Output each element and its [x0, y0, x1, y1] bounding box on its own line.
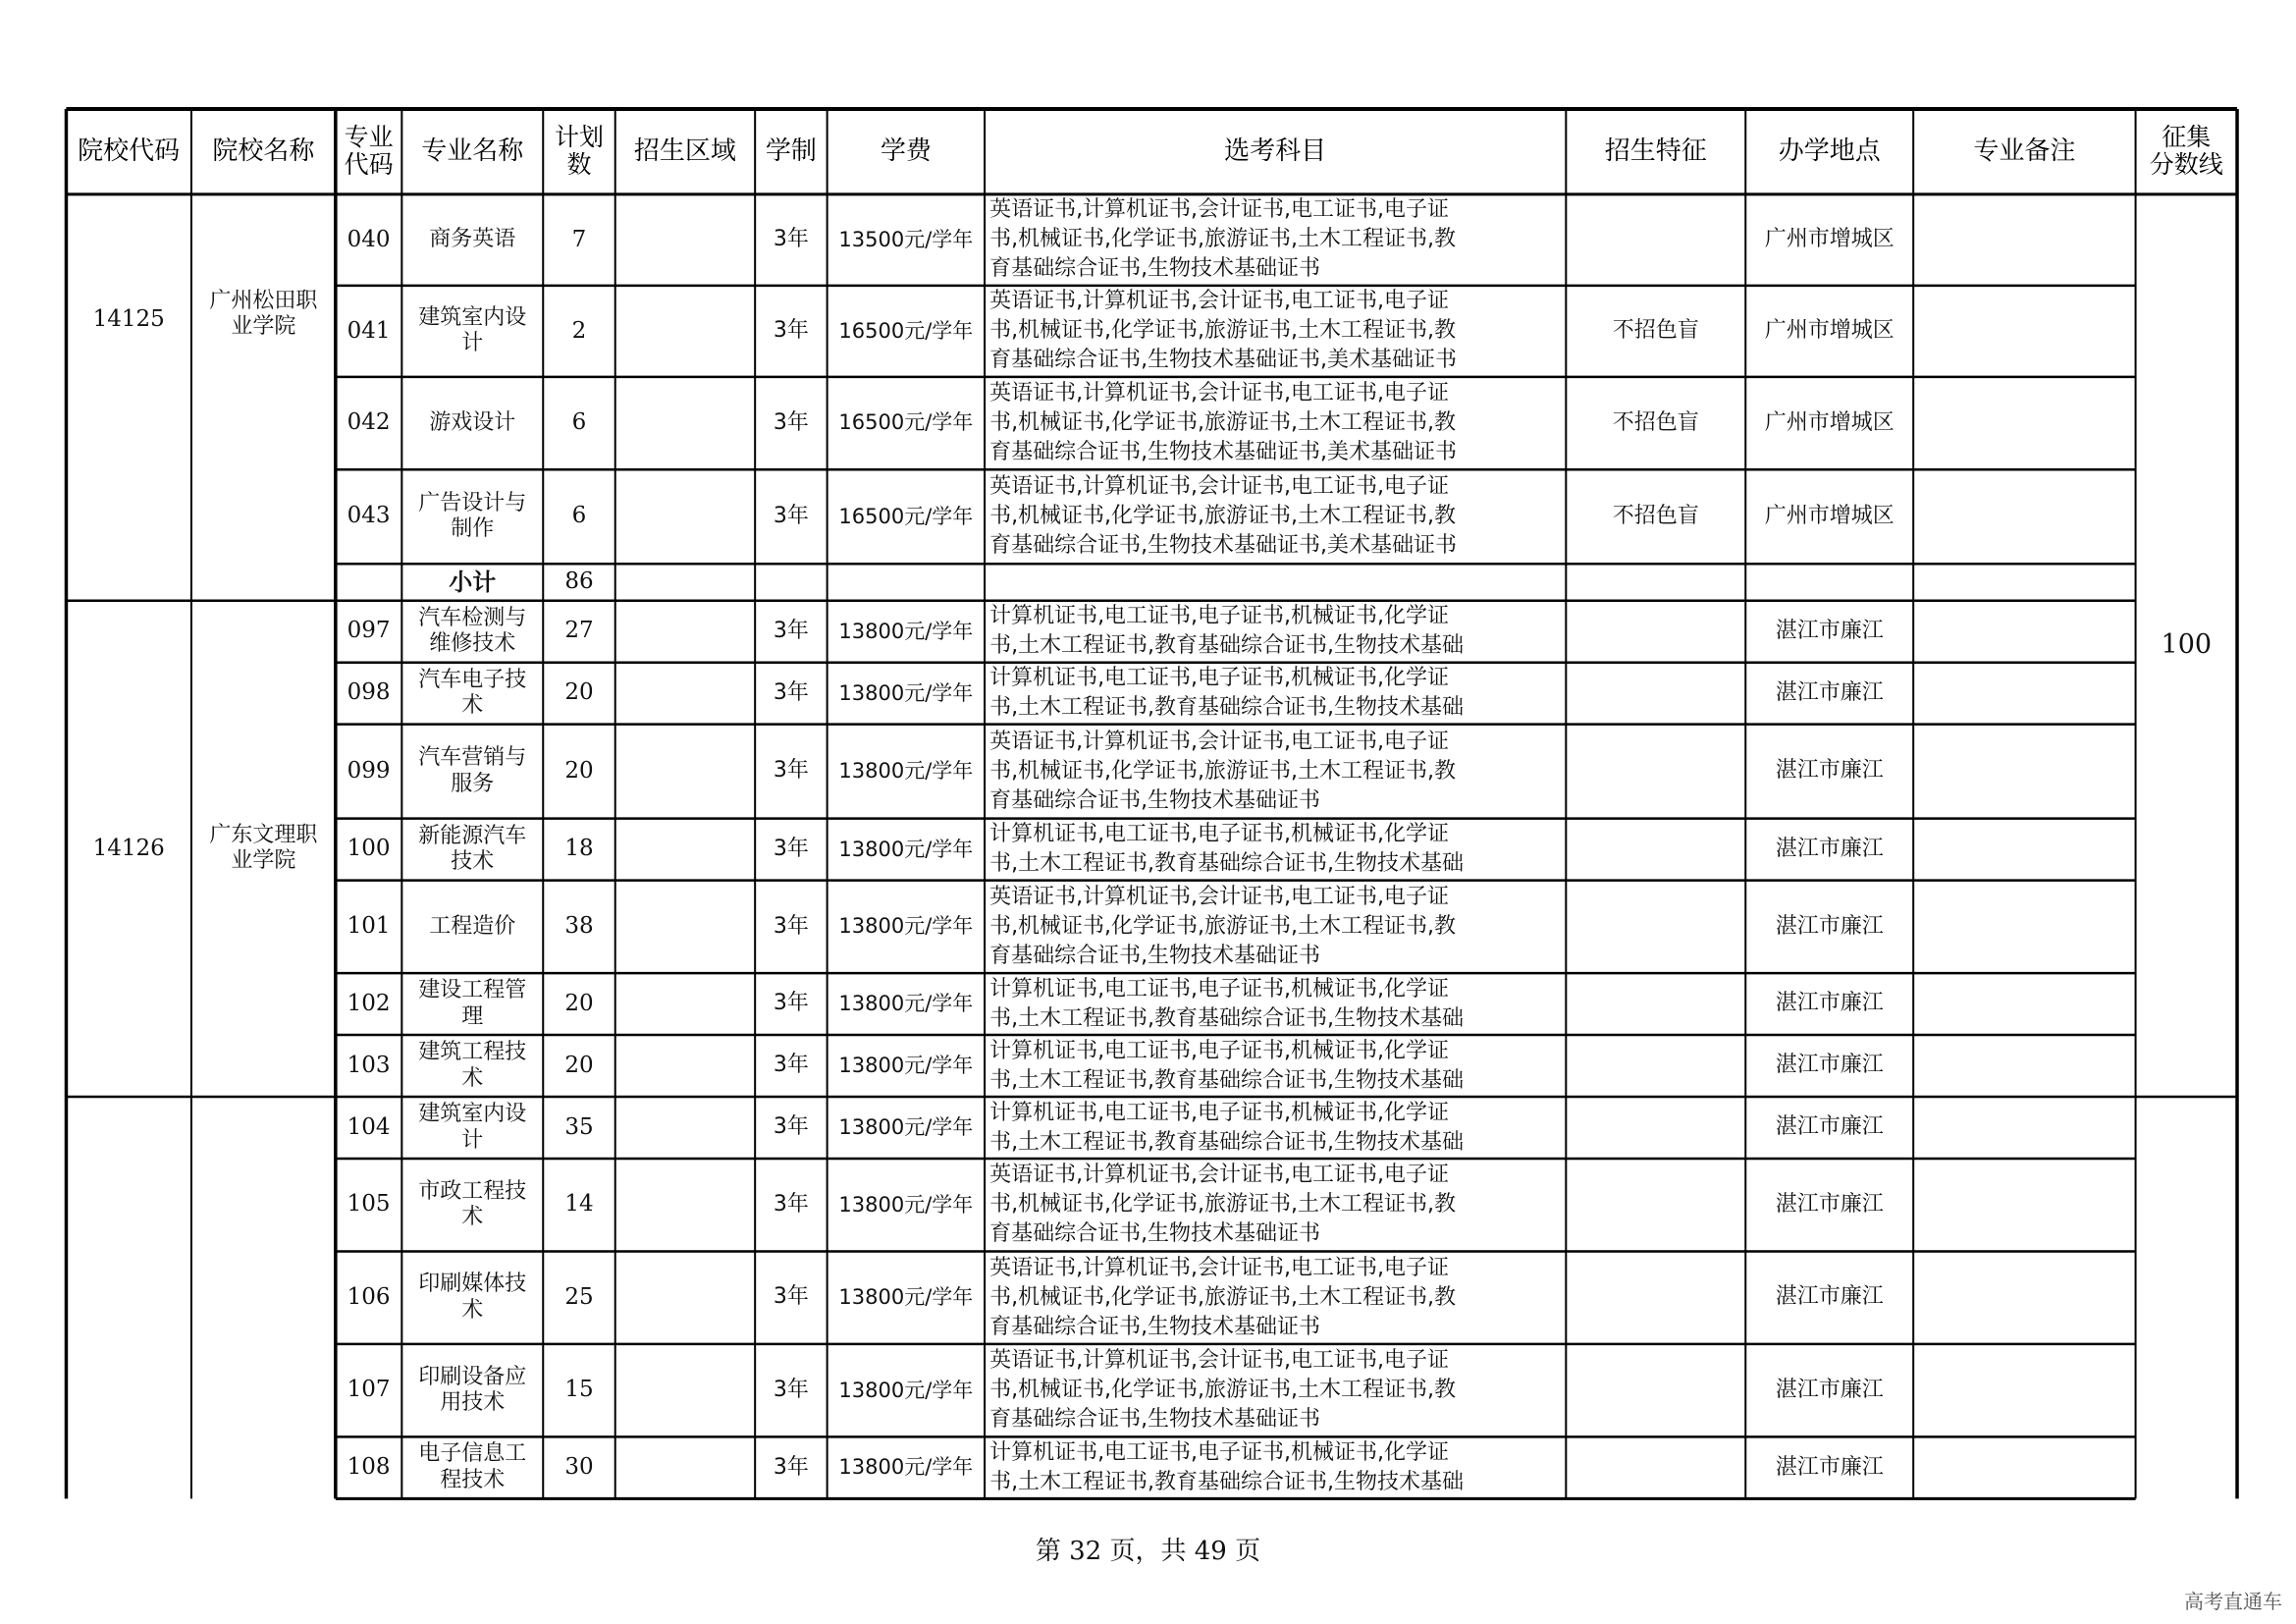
fee-cell: 13800元/学年 — [838, 1378, 974, 1402]
fee-cell: 13800元/学年 — [838, 1114, 974, 1139]
subjects-cell: 计算机证书,电工证书,电子证书,机械证书,化学证 书,土木工程证书,教育基础综合证书,生物技术基础 — [989, 1100, 1465, 1155]
major-code-cell: 102 — [347, 990, 391, 1016]
fee-cell: 13800元/学年 — [838, 1455, 974, 1480]
major-code-cell: 101 — [347, 913, 391, 940]
major-name-cell: 印刷设备应 用技术 — [418, 1364, 527, 1416]
fee-cell: 13800元/学年 — [838, 991, 974, 1015]
duration-cell: 3年 — [773, 991, 809, 1016]
plan-count-cell: 15 — [564, 1377, 594, 1403]
feature-cell — [1566, 663, 1745, 725]
feature-cell — [1566, 1159, 1745, 1251]
duration-cell: 3年 — [773, 619, 809, 644]
major-code-cell: 106 — [347, 1283, 391, 1310]
major-name-cell: 广告设计与 制作 — [418, 490, 527, 542]
feature-cell — [1566, 1035, 1745, 1097]
subjects-cell: 英语证书,计算机证书,会计证书,电工证书,电子证 书,机械证书,化学证书,旅游证书,土木工程证书,教 育基础综合证书,生物技术基础证书,美术基础证书 — [989, 381, 1458, 465]
major-code-cell: 099 — [347, 757, 391, 784]
subjects-cell: 英语证书,计算机证书,会计证书,电工证书,电子证 书,机械证书,化学证书,旅游证书,土木工程证书,教 育基础综合证书,生物技术基础证书 — [989, 1163, 1457, 1247]
feature-cell — [1566, 601, 1745, 663]
feature-cell — [1566, 881, 1745, 973]
plan-count-cell: 35 — [564, 1113, 594, 1140]
major-name-cell: 汽车营销与 服务 — [418, 745, 527, 796]
major-code-cell: 041 — [347, 317, 391, 344]
location-cell: 湛江市廉江 — [1775, 1053, 1884, 1078]
subjects-cell: 计算机证书,电工证书,电子证书,机械证书,化学证 书,土木工程证书,教育基础综合证书,生物技术基础 — [989, 976, 1465, 1031]
subjects-cell: 英语证书,计算机证书,会计证书,电工证书,电子证 书,机械证书,化学证书,旅游证书,土木工程证书,教 育基础综合证书,生物技术基础证书 — [989, 729, 1457, 813]
region-cell — [615, 1251, 755, 1343]
fee-cell: 13800元/学年 — [838, 759, 974, 784]
plan-count-cell: 20 — [564, 679, 594, 706]
plan-count-cell: 7 — [571, 226, 587, 252]
major-name-cell: 建筑室内设 计 — [418, 304, 527, 356]
feature-cell — [1566, 1344, 1745, 1436]
region-cell — [615, 1436, 755, 1498]
subtotal-label: 小计 — [449, 568, 497, 596]
location-cell: 广州市增城区 — [1764, 318, 1895, 344]
duration-cell: 3年 — [773, 836, 809, 861]
fee-cell: 13800元/学年 — [838, 914, 974, 939]
location-cell: 湛江市廉江 — [1775, 836, 1884, 861]
feature-cell: 不招色盲 — [1612, 409, 1699, 435]
remark-cell — [1913, 1097, 2135, 1159]
remark-cell — [1913, 725, 2135, 819]
header-major-code: 专业 代码 — [344, 122, 394, 180]
subjects-cell: 英语证书,计算机证书,会计证书,电工证书,电子证 书,机械证书,化学证书,旅游证书,土木工程证书,教 育基础综合证书,生物技术基础证书 — [989, 1348, 1457, 1433]
watermark-text: 高考直通车 — [2184, 1590, 2282, 1613]
duration-cell: 3年 — [773, 504, 809, 529]
remark-cell — [1913, 819, 2135, 881]
plan-count-cell: 30 — [564, 1454, 594, 1481]
major-code-cell: 097 — [347, 618, 391, 644]
subjects-cell: 计算机证书,电工证书,电子证书,机械证书,化学证 书,土木工程证书,教育基础综合证书,生物技术基础 — [989, 604, 1465, 659]
remark-cell — [1913, 286, 2135, 377]
remark-cell — [1913, 194, 2135, 286]
plan-count-cell: 20 — [564, 757, 594, 784]
fee-cell: 13800元/学年 — [838, 837, 974, 861]
major-name-cell: 商务英语 — [429, 227, 516, 252]
plan-count-cell: 14 — [564, 1191, 594, 1218]
duration-cell: 3年 — [773, 1377, 809, 1402]
feature-cell: 不招色盲 — [1612, 504, 1699, 529]
school-name-cell: 广东文理职 业学院 — [209, 822, 318, 874]
header-school-code: 院校代码 — [78, 135, 181, 166]
duration-cell: 3年 — [773, 1454, 809, 1480]
subjects-cell: 英语证书,计算机证书,会计证书,电工证书,电子证 书,机械证书,化学证书,旅游证书,土木工程证书,教 育基础综合证书,生物技术基础证书 — [989, 197, 1457, 282]
location-cell: 湛江市廉江 — [1775, 679, 1884, 705]
major-name-cell: 汽车检测与 维修技术 — [418, 605, 527, 657]
header-region: 招生区域 — [633, 135, 736, 166]
plan-count-cell: 20 — [564, 990, 594, 1016]
feature-cell — [1566, 725, 1745, 819]
subjects-cell: 英语证书,计算机证书,会计证书,电工证书,电子证 书,机械证书,化学证书,旅游证书,土木工程证书,教 育基础综合证书,生物技术基础证书,美术基础证书 — [989, 474, 1458, 559]
major-name-cell: 建筑室内设 计 — [418, 1102, 527, 1153]
subjects-cell: 计算机证书,电工证书,电子证书,机械证书,化学证 书,土木工程证书,教育基础综合证书,生物技术基础 — [989, 1038, 1465, 1093]
location-cell: 湛江市廉江 — [1775, 1454, 1884, 1480]
subjects-cell: 英语证书,计算机证书,会计证书,电工证书,电子证 书,机械证书,化学证书,旅游证书,土木工程证书,教 育基础综合证书,生物技术基础证书,美术基础证书 — [989, 289, 1458, 373]
location-cell: 广州市增城区 — [1764, 409, 1895, 435]
duration-cell: 3年 — [773, 679, 809, 705]
plan-count-cell: 27 — [564, 618, 594, 644]
location-cell: 湛江市廉江 — [1775, 913, 1884, 939]
major-code-cell: 040 — [347, 226, 391, 252]
header-remark: 专业备注 — [1973, 135, 2076, 166]
duration-cell: 3年 — [773, 1114, 809, 1140]
remark-cell — [1913, 377, 2135, 469]
fee-cell: 13800元/学年 — [838, 1192, 974, 1217]
remark-cell — [1913, 973, 2135, 1035]
duration-cell: 3年 — [773, 758, 809, 784]
major-code-cell: 105 — [347, 1191, 391, 1218]
header-fee: 学费 — [880, 135, 932, 166]
location-cell: 湛江市廉江 — [1775, 1192, 1884, 1218]
region-cell — [615, 1097, 755, 1159]
remark-cell — [1913, 1159, 2135, 1251]
location-cell: 广州市增城区 — [1764, 227, 1895, 252]
subjects-cell: 英语证书,计算机证书,会计证书,电工证书,电子证 书,机械证书,化学证书,旅游证书,土木工程证书,教 育基础综合证书,生物技术基础证书 — [989, 1255, 1457, 1339]
major-name-cell: 电子信息工 程技术 — [418, 1441, 527, 1492]
location-cell: 广州市增城区 — [1764, 504, 1895, 529]
subjects-cell: 计算机证书,电工证书,电子证书,机械证书,化学证 书,土木工程证书,教育基础综合证书,生物技术基础 — [989, 1439, 1465, 1494]
remark-cell — [1913, 1436, 2135, 1498]
fee-cell: 13800元/学年 — [838, 1053, 974, 1077]
major-name-cell: 汽车电子技 术 — [418, 667, 527, 719]
remark-cell — [1913, 1035, 2135, 1097]
remark-cell — [1913, 1344, 2135, 1436]
location-cell: 湛江市廉江 — [1775, 1114, 1884, 1140]
school-code-cell: 14126 — [92, 835, 165, 861]
region-cell — [615, 1035, 755, 1097]
header-duration: 学制 — [765, 135, 817, 166]
region-cell — [615, 973, 755, 1035]
remark-cell — [1913, 1251, 2135, 1343]
major-code-cell: 104 — [347, 1113, 391, 1140]
major-name-cell: 建筑工程技 术 — [418, 1040, 527, 1091]
duration-cell: 3年 — [773, 409, 809, 435]
remark-cell — [1913, 881, 2135, 973]
major-code-cell: 107 — [347, 1377, 391, 1403]
major-name-cell: 市政工程技 术 — [418, 1178, 527, 1230]
major-code-cell: 108 — [347, 1454, 391, 1481]
plan-count-cell: 18 — [564, 836, 594, 862]
feature-cell — [1566, 819, 1745, 881]
fee-cell: 16500元/学年 — [838, 410, 974, 435]
header-feature: 招生特征 — [1604, 135, 1707, 166]
region-cell — [615, 881, 755, 973]
major-name-cell: 印刷媒体技 术 — [418, 1272, 527, 1323]
header-major-name: 专业名称 — [421, 135, 524, 166]
major-code-cell: 043 — [347, 503, 391, 529]
fee-cell: 13800元/学年 — [838, 680, 974, 705]
fee-cell: 16500元/学年 — [838, 318, 974, 343]
region-cell — [615, 1159, 755, 1251]
fee-cell: 13800元/学年 — [838, 1285, 974, 1310]
major-name-cell: 工程造价 — [429, 913, 516, 939]
header-school-name: 院校名称 — [212, 135, 315, 166]
major-code-cell: 098 — [347, 679, 391, 706]
major-code-cell: 042 — [347, 409, 391, 436]
page-footer: 第 32 页，共 49 页 — [1035, 1537, 1261, 1567]
major-name-cell: 新能源汽车 技术 — [418, 823, 527, 875]
region-cell — [615, 1344, 755, 1436]
plan-count-cell: 6 — [571, 503, 587, 529]
subjects-cell: 计算机证书,电工证书,电子证书,机械证书,化学证 书,土木工程证书,教育基础综合证书,生物技术基础 — [989, 822, 1465, 877]
duration-cell: 3年 — [773, 1053, 809, 1078]
subtotal-plan: 86 — [564, 568, 594, 595]
region-cell — [615, 469, 755, 564]
major-name-cell: 建设工程管 理 — [418, 978, 527, 1029]
location-cell: 湛江市廉江 — [1775, 1377, 1884, 1402]
region-cell — [615, 286, 755, 377]
plan-count-cell: 20 — [564, 1052, 594, 1078]
duration-cell: 3年 — [773, 1192, 809, 1218]
duration-cell: 3年 — [773, 913, 809, 939]
school-code-cell: 14125 — [92, 305, 165, 332]
header-cutoff: 征集 分数线 — [2149, 122, 2223, 180]
fee-cell: 16500元/学年 — [838, 504, 974, 528]
fee-cell: 13800元/学年 — [838, 619, 974, 643]
region-cell — [615, 377, 755, 469]
fee-cell: 13500元/学年 — [838, 227, 974, 251]
duration-cell: 3年 — [773, 1284, 809, 1310]
location-cell: 湛江市廉江 — [1775, 1284, 1884, 1310]
region-cell — [615, 663, 755, 725]
plan-count-cell: 6 — [571, 409, 587, 436]
header-location: 办学地点 — [1778, 135, 1881, 166]
feature-cell — [1566, 973, 1745, 1035]
plan-count-cell: 2 — [571, 317, 587, 344]
cutoff-score-cell: 100 — [2161, 629, 2213, 661]
duration-cell: 3年 — [773, 318, 809, 344]
location-cell: 湛江市廉江 — [1775, 758, 1884, 784]
feature-cell — [1566, 1097, 1745, 1159]
major-code-cell: 103 — [347, 1052, 391, 1078]
major-code-cell: 100 — [347, 836, 391, 862]
region-cell — [615, 601, 755, 663]
location-cell: 湛江市廉江 — [1775, 991, 1884, 1016]
region-cell — [615, 725, 755, 819]
header-subjects: 选考科目 — [1224, 135, 1327, 166]
remark-cell — [1913, 469, 2135, 564]
duration-cell: 3年 — [773, 227, 809, 252]
region-cell — [615, 819, 755, 881]
feature-cell: 不招色盲 — [1612, 318, 1699, 344]
remark-cell — [1913, 663, 2135, 725]
school-name-cell: 广州松田职 业学院 — [209, 288, 318, 340]
feature-cell — [1566, 1436, 1745, 1498]
feature-cell — [1566, 1251, 1745, 1343]
region-cell — [615, 194, 755, 286]
subjects-cell: 英语证书,计算机证书,会计证书,电工证书,电子证 书,机械证书,化学证书,旅游证书,土木工程证书,教 育基础综合证书,生物技术基础证书 — [989, 884, 1457, 968]
major-name-cell: 游戏设计 — [429, 409, 516, 435]
subjects-cell: 计算机证书,电工证书,电子证书,机械证书,化学证 书,土木工程证书,教育基础综合证书,生物技术基础 — [989, 666, 1465, 721]
feature-cell — [1566, 194, 1745, 286]
header-plan: 计划 数 — [554, 122, 604, 180]
location-cell: 湛江市廉江 — [1775, 619, 1884, 644]
plan-count-cell: 38 — [564, 913, 594, 940]
remark-cell — [1913, 601, 2135, 663]
plan-count-cell: 25 — [564, 1283, 594, 1310]
